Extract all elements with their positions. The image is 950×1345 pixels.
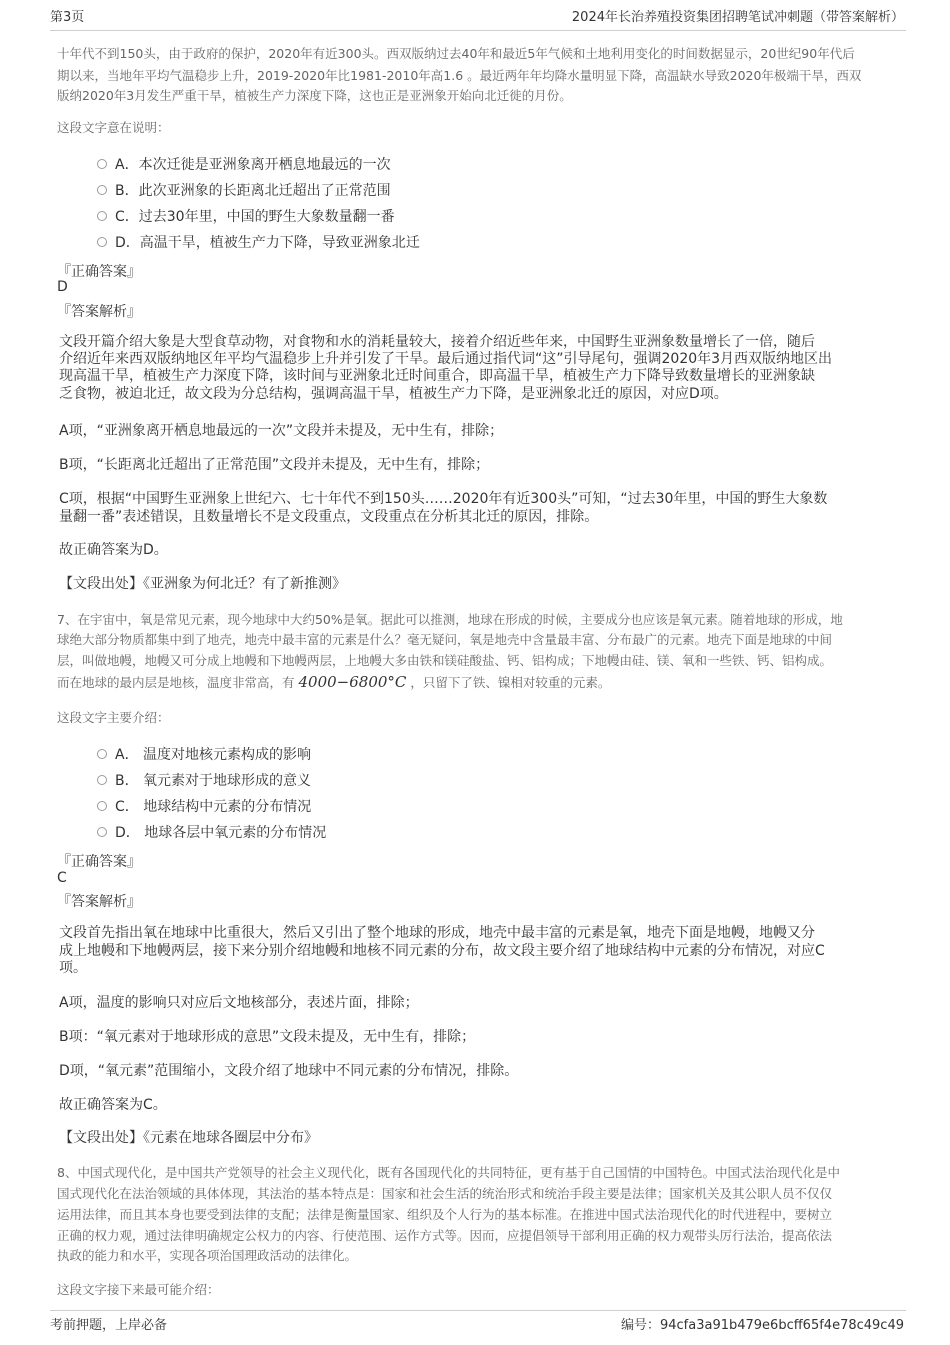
- q6-source: 【文段出处】《亚洲象为何北迁？有了新推测》: [59, 576, 346, 592]
- q7-passage-line: 层，叫做地幔，地幔又可分成上地幔和下地幔两层，上地幔大多由铁和镁硅酸盐、钙、铝构成；下地幔由硅、镁、氧和一些铁、钙、铝构成。: [57, 653, 833, 668]
- radio-button-icon[interactable]: [97, 159, 107, 169]
- radio-button-icon[interactable]: [97, 801, 107, 811]
- q7-analysis-line: 项。: [59, 960, 87, 976]
- q7-analysis-line: 成上地幔和下地幔两层，接下来分别介绍地幔和地核不同元素的分布，故文段主要介绍了地球结构中元素的分布情况，对应C: [59, 943, 825, 959]
- q6-conclusion: 故正确答案为D。: [59, 542, 168, 558]
- footer-divider: [50, 1310, 906, 1311]
- q6-analysis-line: 介绍近年来西双版纳地区年平均气温稳步上升并引发了干旱。最后通过指代词“这”引导尾句，强调2020年3月西双版纳地区出: [59, 351, 833, 367]
- radio-button-icon[interactable]: [97, 749, 107, 759]
- q7-passage-line: 7、在宇宙中，氧是常见元素，现今地球中大约50%是氧。据此可以推测，地球在形成的时候，主要成分也应该是氧元素。随着地球的形成，地: [57, 612, 843, 627]
- footer-slogan: 考前押题，上岸必备: [50, 1318, 168, 1333]
- q8-passage-line: 8、中国式现代化，是中国共产党领导的社会主义现代化，既有各国现代化的共同特征，更有基于自己国情的中国特色。中国式法治现代化是中: [57, 1165, 840, 1180]
- q6-analysis-line: 现高温干旱，植被生产力深度下降，该时间与亚洲象北迁时间重合，即高温干旱，植被生产力下降导致数量增长的亚洲象缺: [59, 368, 815, 384]
- q6-analysis-line: 乏食物，被迫北迁，故文段为分总结构，强调高温干旱，植被生产力下降，是亚洲象北迁的原因，对应D项。: [59, 386, 728, 402]
- document-title: 2024年长治养殖投资集团招聘笔试冲刺题（带答案解析）: [571, 10, 904, 25]
- q7-passage-line: 球绝大部分物质都集中到了地壳，地壳中最丰富的元素是什么？毫无疑问，氧是地壳中含量最丰富、分布最广的元素。地壳下面是地球的中间: [57, 632, 833, 647]
- q6-prompt: 这段文字意在说明：: [57, 120, 170, 135]
- radio-button-icon[interactable]: [97, 185, 107, 195]
- q8-passage-line: 执政的能力和水平，实现各项治国理政活动的法律化。: [57, 1248, 358, 1263]
- page-number: 第3页: [50, 10, 85, 25]
- q6-option-a[interactable]: A．本次迁徙是亚洲象离开栖息地最远的一次: [97, 154, 391, 174]
- q6-analysis-label: 『答案解析』: [57, 304, 141, 320]
- q7-option-d[interactable]: D． 地球各层中氧元素的分布情况: [97, 822, 326, 842]
- q7-analysis-line: 文段首先指出氧在地球中比重很大，然后又引出了整个地球的形成，地壳中最丰富的元素是氧，地壳下面是地幔，地幔又分: [59, 925, 815, 941]
- q7-source: 【文段出处】《元素在地球各圈层中分布》: [59, 1130, 318, 1146]
- q7-option-c[interactable]: C． 地球结构中元素的分布情况: [97, 796, 311, 816]
- q6-analysis-option-a: A项，“亚洲象离开栖息地最远的一次”文段并未提及，无中生有，排除；: [59, 423, 504, 439]
- q6-analysis-option-b: B项，“长距离北迁超出了正常范围”文段并未提及，无中生有，排除；: [59, 457, 490, 473]
- q8-passage-line: 国式现代化在法治领域的具体体现，其法治的基本特点是：国家和社会生活的统治形式和统治手段主要是法律；国家机关及其公职人员不仅仅: [57, 1186, 833, 1201]
- q6-answer: D: [57, 279, 68, 295]
- radio-button-icon[interactable]: [97, 827, 107, 837]
- q7-answer: C: [57, 870, 67, 886]
- q7-answer-label: 『正确答案』: [57, 854, 141, 870]
- q7-conclusion: 故正确答案为C。: [59, 1097, 167, 1113]
- radio-button-icon[interactable]: [97, 211, 107, 221]
- document-code: 编号：94cfa3a91b479e6bcff65f4e78c49c49: [620, 1318, 904, 1333]
- q6-analysis-line: 文段开篇介绍大象是大型食草动物，对食物和水的消耗量较大，接着介绍近些年来，中国野生亚洲象数量增长了一倍，随后: [59, 334, 815, 350]
- q7-analysis-option-b: B项：“氧元素对于地球形成的意思”文段未提及，无中生有，排除；: [59, 1029, 476, 1045]
- q7-analysis-label: 『答案解析』: [57, 894, 141, 910]
- header-divider: [50, 30, 906, 31]
- q6-option-b[interactable]: B．此次亚洲象的长距离北迁超出了正常范围: [97, 180, 391, 200]
- q6-answer-label: 『正确答案』: [57, 264, 141, 280]
- q8-passage-line: 正确的权力观，通过法律明确规定公权力的内容、行使范围、运作方式等。因而，应提倡领导干部利用正确的权力观带头厉行法治，提高依法: [57, 1228, 833, 1243]
- q7-option-a[interactable]: A． 温度对地核元素构成的影响: [97, 744, 311, 764]
- radio-button-icon[interactable]: [97, 775, 107, 785]
- q7-analysis-option-d: D项，“氧元素”范围缩小，文段介绍了地球中不同元素的分布情况，排除。: [59, 1063, 519, 1079]
- q8-prompt: 这段文字接下来最可能介绍：: [57, 1282, 220, 1297]
- q6-option-d[interactable]: D．高温干旱，植被生产力下降，导致亚洲象北迁: [97, 232, 420, 252]
- q6-analysis-option-c-line: C项，根据“中国野生亚洲象上世纪六、七十年代不到150头……2020年有近300头”可知，“过去30年里，中国的野生大象数: [59, 491, 828, 507]
- q7-prompt: 这段文字主要介绍：: [57, 710, 170, 725]
- q6-passage-line: 版纳2020年3月发生严重干旱，植被生产力深度下降，这也正是亚洲象开始向北迁徙的月份。: [57, 88, 572, 103]
- q6-passage-line: 期以来，当地年平均气温稳步上升，2019-2020年比1981-2010年高1.6 。最近两年年均降水量明显下降，高温缺水导致2020年极端干旱，西双: [57, 68, 862, 83]
- temperature-formula: 4000−6800°C: [298, 673, 407, 691]
- q7-option-b[interactable]: B． 氧元素对于地球形成的意义: [97, 770, 311, 790]
- q6-analysis-option-c-line: 量翻一番”表述错误，且数量增长不是文段重点，文段重点在分析其北迁的原因，排除。: [59, 509, 599, 525]
- q8-passage-line: 运用法律，而且其本身也要受到法律的支配；法律是衡量国家、组织及个人行为的基本标准。在推进中国式法治现代化的时代进程中，要树立: [57, 1207, 833, 1222]
- q6-option-c[interactable]: C．过去30年里，中国的野生大象数量翻一番: [97, 206, 395, 226]
- radio-button-icon[interactable]: [97, 237, 107, 247]
- q7-passage-line: 而在地球的最内层是地核，温度非常高，有 4000−6800°C ，只留下了铁、镍相对较重的元素。: [57, 673, 611, 691]
- q7-analysis-option-a: A项，温度的影响只对应后文地核部分，表述片面，排除；: [59, 995, 419, 1011]
- q6-passage-line: 十年代不到150头，由于政府的保护，2020年有近300头。西双版纳过去40年和最近5年气候和土地利用变化的时间数据显示，20世纪90年代后: [57, 46, 855, 61]
